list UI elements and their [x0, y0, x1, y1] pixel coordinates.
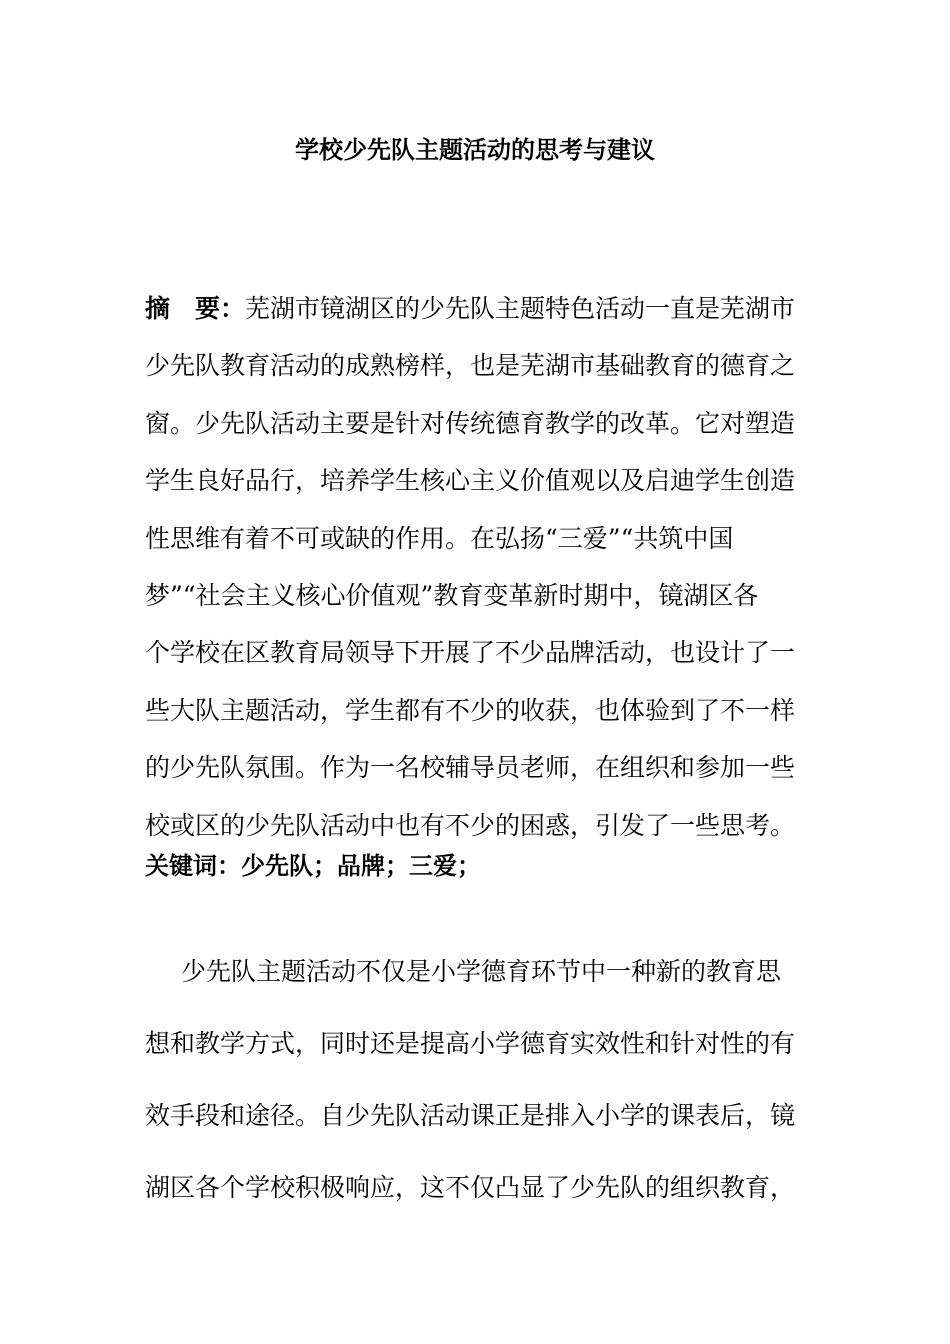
abstract-line: 窗。少先队活动主要是针对传统德育教学的改革。它对塑造	[145, 408, 796, 438]
abstract-line	[145, 280, 809, 337]
abstract-line: 少先队教育活动的成熟榜样，也是芜湖市基础教育的德育之	[145, 351, 796, 381]
keywords-line: 关键词：少先队；品牌；三爱；	[145, 852, 481, 880]
abstract-line: 个学校在区教育局领导下开展了不少品牌活动，也设计了一	[145, 638, 796, 668]
abstract-label: 摘 要：	[145, 294, 246, 323]
body-line: 效手段和途径。自少先队活动课正是排入小学的课表后，镜	[145, 1101, 796, 1130]
body-line: 湖区各个学校积极响应，这不仅凸显了少先队的组织教育，	[145, 1173, 796, 1202]
abstract-section	[145, 280, 809, 854]
body-paragraph	[145, 936, 809, 1224]
document-title: 学校少先队主题活动的思考与建议	[295, 136, 655, 164]
abstract-line: 性思维有着不可或缺的作用。在弘扬“三爱”“共筑中国	[145, 523, 734, 553]
abstract-line: 些大队主题活动，学生都有不少的收获，也体验到了不一样	[145, 695, 796, 725]
body-line: 想和教学方式，同时还是提高小学德育实效性和针对性的有	[145, 1029, 796, 1058]
abstract-line: 的少先队氛围。作为一名校辅导员老师，在组织和参加一些	[145, 753, 796, 783]
abstract-line: 学生良好品行，培养学生核心主义价值观以及启迪学生创造	[145, 466, 796, 496]
abstract-line: 校或区的少先队活动中也有不少的困惑，引发了一些思考。	[145, 810, 796, 840]
abstract-text: 芜湖市镜湖区的少先队主题特色活动一直是芜湖市	[245, 294, 796, 323]
body-line: 少先队主题活动不仅是小学德育环节中一种新的教育思	[181, 957, 782, 986]
abstract-line: 梦”“社会主义核心价值观”教育变革新时期中，镜湖区各	[145, 581, 759, 611]
